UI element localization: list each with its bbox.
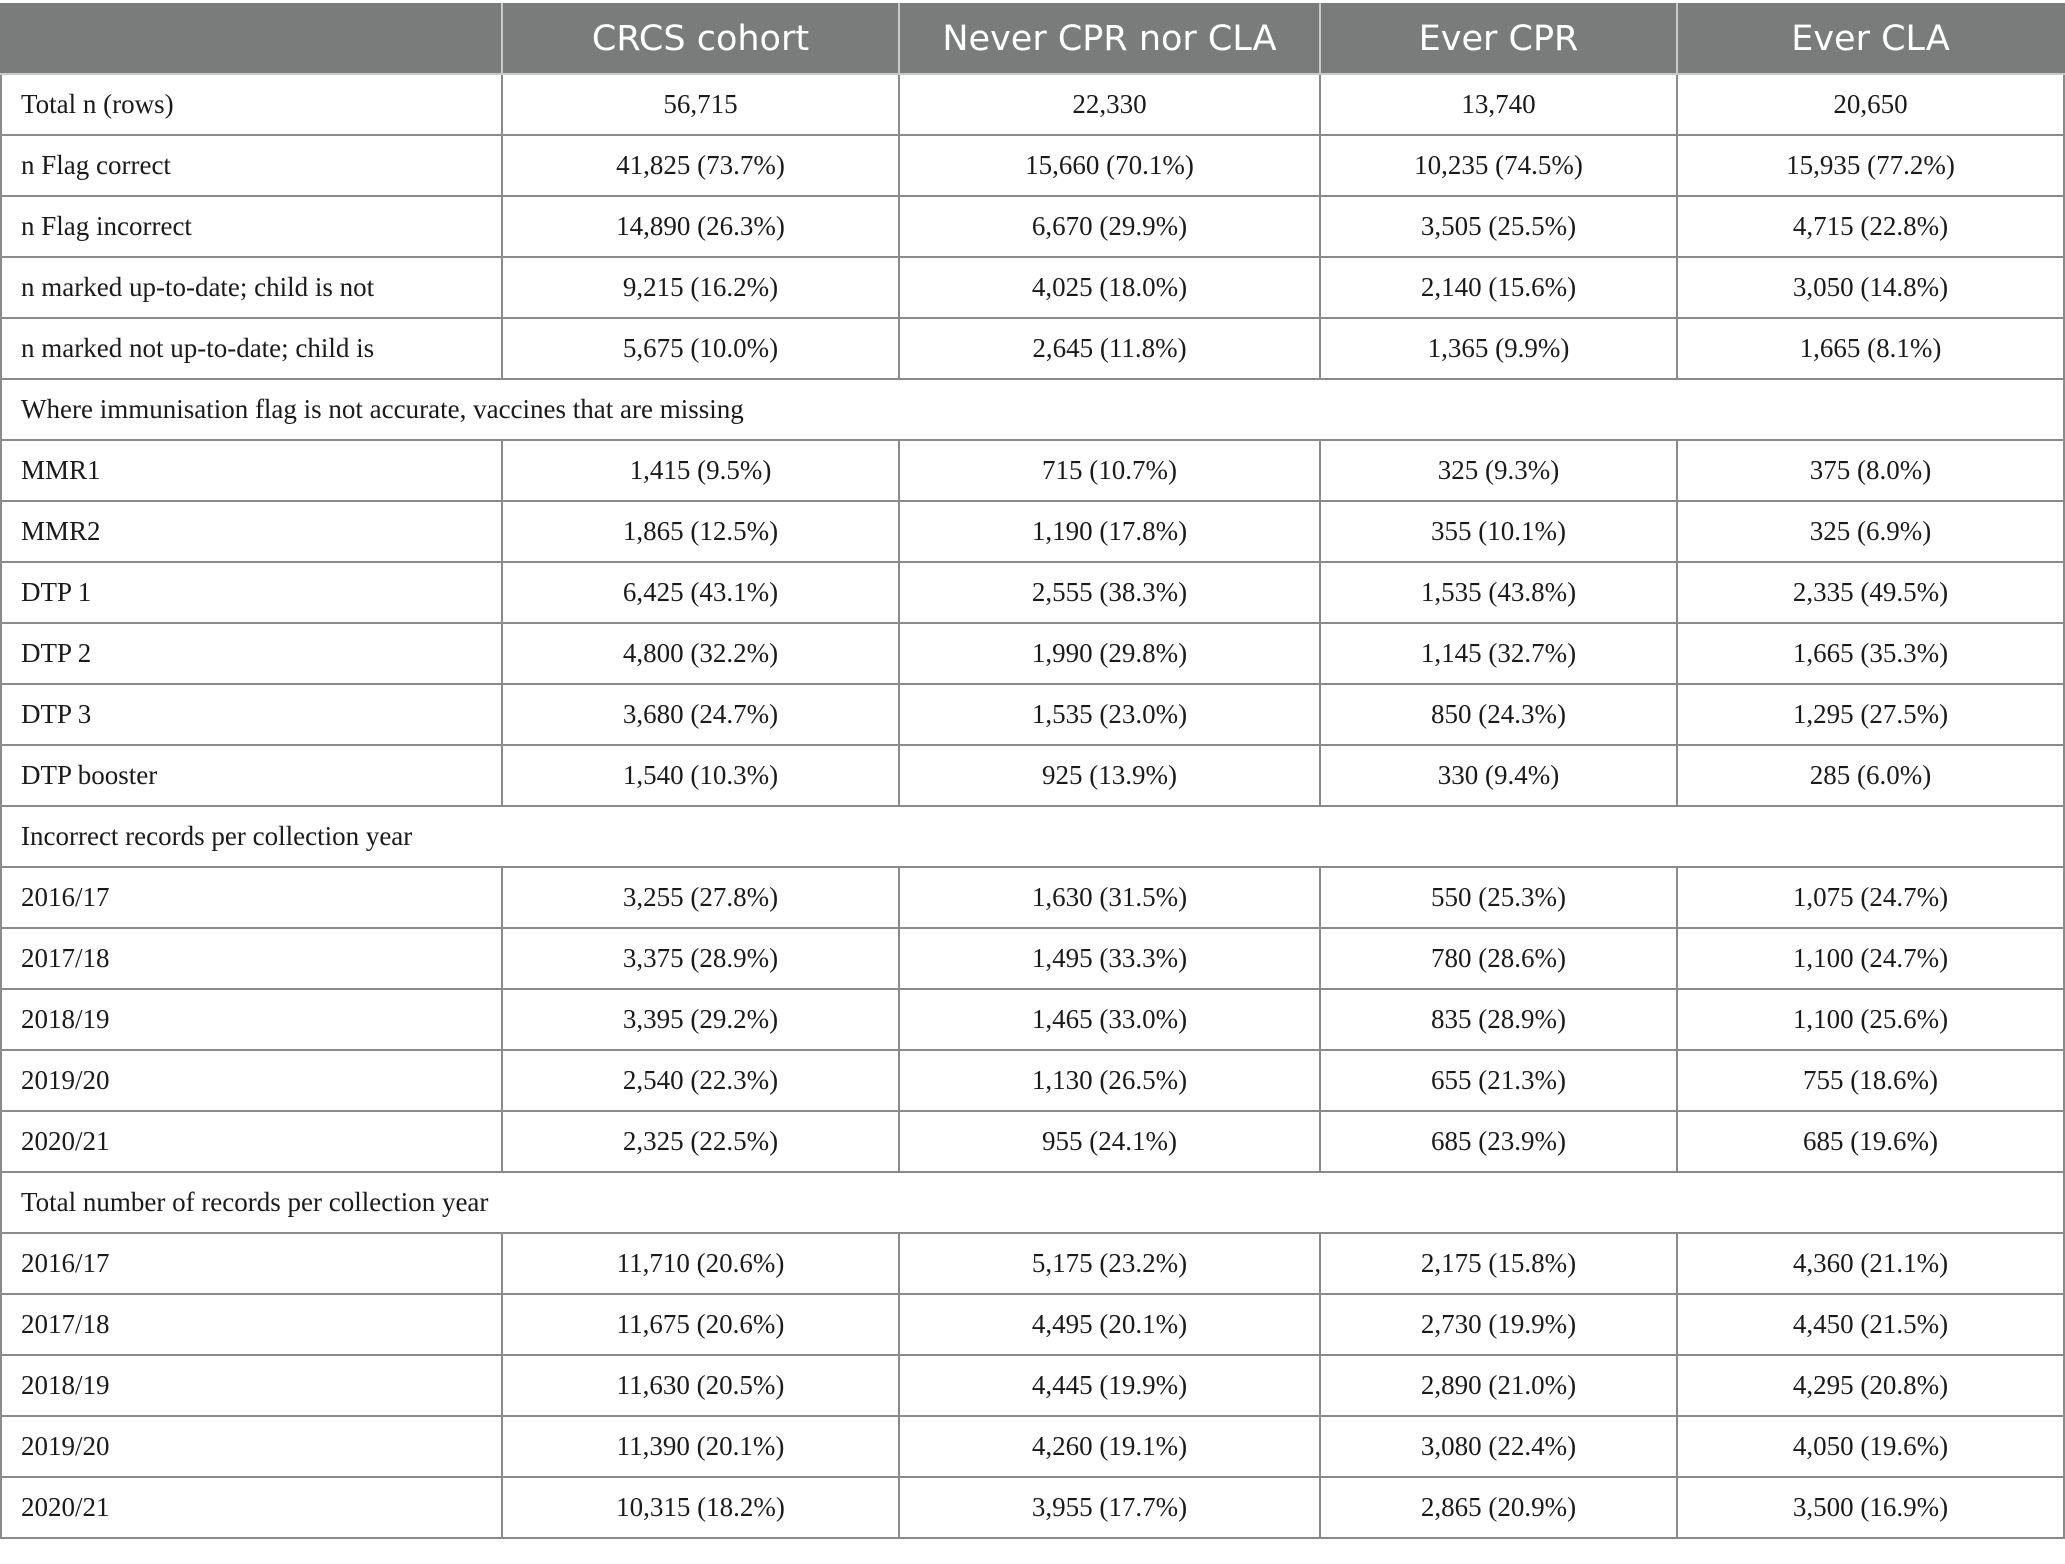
ever-cpr-cell: 850 (24.3%): [1320, 684, 1677, 745]
row-label-cell: 2017/18: [1, 1294, 502, 1355]
never-cpr-nor-cla-cell: 955 (24.1%): [899, 1111, 1320, 1172]
never-cpr-nor-cla-cell: 2,555 (38.3%): [899, 562, 1320, 623]
table-row: [1, 1416, 2064, 1477]
ever-cla-cell: 2,335 (49.5%): [1677, 562, 2064, 623]
never-cpr-nor-cla-cell: 15,660 (70.1%): [899, 135, 1320, 196]
table-row: [1, 135, 2064, 196]
ever-cla-cell: 15,935 (77.2%): [1677, 135, 2064, 196]
table-row: [1, 1111, 2064, 1172]
row-label-cell: 2017/18: [1, 928, 502, 989]
section-heading: Incorrect records per collection year: [1, 806, 2064, 867]
ever-cpr-cell: 330 (9.4%): [1320, 745, 1677, 806]
ever-cpr-cell: 550 (25.3%): [1320, 867, 1677, 928]
never-cpr-nor-cla-cell: 715 (10.7%): [899, 440, 1320, 501]
ever-cpr-cell: 685 (23.9%): [1320, 1111, 1677, 1172]
never-cpr-nor-cla-cell: 1,190 (17.8%): [899, 501, 1320, 562]
ever-cla-cell: 1,100 (25.6%): [1677, 989, 2064, 1050]
table-row: [1, 867, 2064, 928]
table-row: [1, 1477, 2064, 1538]
section-row: [1, 806, 2064, 867]
row-label-cell: MMR1: [1, 440, 502, 501]
never-cpr-nor-cla-cell: 1,465 (33.0%): [899, 989, 1320, 1050]
row-label-cell: 2020/21: [1, 1111, 502, 1172]
table-row: [1, 196, 2064, 257]
crcs-cohort-cell: 11,630 (20.5%): [502, 1355, 899, 1416]
row-label-cell: 2020/21: [1, 1477, 502, 1538]
table-body: [1, 74, 2064, 1538]
never-cpr-nor-cla-cell: 4,260 (19.1%): [899, 1416, 1320, 1477]
crcs-cohort-cell: 11,390 (20.1%): [502, 1416, 899, 1477]
table-row: [1, 745, 2064, 806]
section-heading: Total number of records per collection year: [1, 1172, 2064, 1233]
ever-cpr-cell: 13,740: [1320, 74, 1677, 135]
ever-cla-cell: 1,665 (8.1%): [1677, 318, 2064, 379]
ever-cpr-cell: 355 (10.1%): [1320, 501, 1677, 562]
row-label-cell: n Flag correct: [1, 135, 502, 196]
crcs-cohort-cell: 3,375 (28.9%): [502, 928, 899, 989]
crcs-cohort-cell: 1,865 (12.5%): [502, 501, 899, 562]
row-label-cell: 2019/20: [1, 1416, 502, 1477]
table-row: [1, 989, 2064, 1050]
crcs-cohort-cell: 56,715: [502, 74, 899, 135]
ever-cla-cell: 4,360 (21.1%): [1677, 1233, 2064, 1294]
section-row: [1, 1172, 2064, 1233]
ever-cla-cell: 4,295 (20.8%): [1677, 1355, 2064, 1416]
table-row: [1, 928, 2064, 989]
never-cpr-nor-cla-cell: 925 (13.9%): [899, 745, 1320, 806]
ever-cpr-cell: 655 (21.3%): [1320, 1050, 1677, 1111]
never-cpr-nor-cla-cell: 3,955 (17.7%): [899, 1477, 1320, 1538]
ever-cpr-cell: 780 (28.6%): [1320, 928, 1677, 989]
never-cpr-nor-cla-cell: 4,445 (19.9%): [899, 1355, 1320, 1416]
header-cell-row-label: [1, 4, 502, 74]
never-cpr-nor-cla-cell: 4,025 (18.0%): [899, 257, 1320, 318]
never-cpr-nor-cla-cell: 4,495 (20.1%): [899, 1294, 1320, 1355]
table-row: [1, 1233, 2064, 1294]
table-row: [1, 1050, 2064, 1111]
row-label-cell: DTP booster: [1, 745, 502, 806]
ever-cpr-cell: 2,175 (15.8%): [1320, 1233, 1677, 1294]
ever-cla-cell: 1,665 (35.3%): [1677, 623, 2064, 684]
crcs-cohort-cell: 41,825 (73.7%): [502, 135, 899, 196]
ever-cla-cell: 4,050 (19.6%): [1677, 1416, 2064, 1477]
ever-cpr-cell: 325 (9.3%): [1320, 440, 1677, 501]
ever-cpr-cell: 2,140 (15.6%): [1320, 257, 1677, 318]
never-cpr-nor-cla-cell: 6,670 (29.9%): [899, 196, 1320, 257]
data-table-container: [0, 3, 2065, 1539]
header-cell-ever-cla: Ever CLA: [1677, 4, 2064, 74]
crcs-cohort-cell: 3,395 (29.2%): [502, 989, 899, 1050]
table-header: [1, 4, 2064, 74]
crcs-cohort-cell: 4,800 (32.2%): [502, 623, 899, 684]
ever-cpr-cell: 835 (28.9%): [1320, 989, 1677, 1050]
ever-cla-cell: 20,650: [1677, 74, 2064, 135]
table-row: [1, 440, 2064, 501]
row-label-cell: 2018/19: [1, 989, 502, 1050]
crcs-cohort-cell: 11,710 (20.6%): [502, 1233, 899, 1294]
section-heading: Where immunisation flag is not accurate, vaccines that are missing: [1, 379, 2064, 440]
ever-cla-cell: 4,450 (21.5%): [1677, 1294, 2064, 1355]
never-cpr-nor-cla-cell: 1,535 (23.0%): [899, 684, 1320, 745]
crcs-cohort-cell: 11,675 (20.6%): [502, 1294, 899, 1355]
ever-cla-cell: 1,100 (24.7%): [1677, 928, 2064, 989]
row-label-cell: 2016/17: [1, 867, 502, 928]
table-row: [1, 318, 2064, 379]
row-label-cell: n marked up-to-date; child is not: [1, 257, 502, 318]
row-label-cell: DTP 1: [1, 562, 502, 623]
ever-cpr-cell: 2,890 (21.0%): [1320, 1355, 1677, 1416]
never-cpr-nor-cla-cell: 5,175 (23.2%): [899, 1233, 1320, 1294]
table-row: [1, 684, 2064, 745]
never-cpr-nor-cla-cell: 2,645 (11.8%): [899, 318, 1320, 379]
ever-cpr-cell: 1,535 (43.8%): [1320, 562, 1677, 623]
row-label-cell: n Flag incorrect: [1, 196, 502, 257]
row-label-cell: 2019/20: [1, 1050, 502, 1111]
crcs-cohort-cell: 1,415 (9.5%): [502, 440, 899, 501]
section-row: [1, 379, 2064, 440]
never-cpr-nor-cla-cell: 1,495 (33.3%): [899, 928, 1320, 989]
crcs-cohort-cell: 1,540 (10.3%): [502, 745, 899, 806]
ever-cla-cell: 4,715 (22.8%): [1677, 196, 2064, 257]
ever-cpr-cell: 3,080 (22.4%): [1320, 1416, 1677, 1477]
crcs-cohort-cell: 2,325 (22.5%): [502, 1111, 899, 1172]
header-cell-never-cpr-nor-cla: Never CPR nor CLA: [899, 4, 1320, 74]
crcs-cohort-cell: 10,315 (18.2%): [502, 1477, 899, 1538]
immunisation-flag-table: [0, 3, 2065, 1539]
row-label-cell: DTP 3: [1, 684, 502, 745]
ever-cpr-cell: 10,235 (74.5%): [1320, 135, 1677, 196]
ever-cpr-cell: 3,505 (25.5%): [1320, 196, 1677, 257]
never-cpr-nor-cla-cell: 1,130 (26.5%): [899, 1050, 1320, 1111]
row-label-cell: n marked not up-to-date; child is: [1, 318, 502, 379]
table-row: [1, 501, 2064, 562]
never-cpr-nor-cla-cell: 1,630 (31.5%): [899, 867, 1320, 928]
ever-cla-cell: 3,500 (16.9%): [1677, 1477, 2064, 1538]
crcs-cohort-cell: 14,890 (26.3%): [502, 196, 899, 257]
crcs-cohort-cell: 9,215 (16.2%): [502, 257, 899, 318]
crcs-cohort-cell: 3,680 (24.7%): [502, 684, 899, 745]
row-label-cell: 2018/19: [1, 1355, 502, 1416]
ever-cla-cell: 685 (19.6%): [1677, 1111, 2064, 1172]
ever-cpr-cell: 1,365 (9.9%): [1320, 318, 1677, 379]
row-label-cell: 2016/17: [1, 1233, 502, 1294]
ever-cla-cell: 1,295 (27.5%): [1677, 684, 2064, 745]
table-row: [1, 1294, 2064, 1355]
table-row: [1, 562, 2064, 623]
ever-cla-cell: 755 (18.6%): [1677, 1050, 2064, 1111]
row-label-cell: MMR2: [1, 501, 502, 562]
ever-cla-cell: 375 (8.0%): [1677, 440, 2064, 501]
table-row: [1, 623, 2064, 684]
crcs-cohort-cell: 5,675 (10.0%): [502, 318, 899, 379]
ever-cla-cell: 325 (6.9%): [1677, 501, 2064, 562]
row-label-cell: DTP 2: [1, 623, 502, 684]
table-row: [1, 257, 2064, 318]
never-cpr-nor-cla-cell: 1,990 (29.8%): [899, 623, 1320, 684]
row-label-cell: Total n (rows): [1, 74, 502, 135]
ever-cpr-cell: 2,730 (19.9%): [1320, 1294, 1677, 1355]
crcs-cohort-cell: 3,255 (27.8%): [502, 867, 899, 928]
table-row: [1, 1355, 2064, 1416]
ever-cla-cell: 3,050 (14.8%): [1677, 257, 2064, 318]
table-row: [1, 74, 2064, 135]
ever-cpr-cell: 2,865 (20.9%): [1320, 1477, 1677, 1538]
ever-cla-cell: 285 (6.0%): [1677, 745, 2064, 806]
ever-cpr-cell: 1,145 (32.7%): [1320, 623, 1677, 684]
never-cpr-nor-cla-cell: 22,330: [899, 74, 1320, 135]
header-row: [1, 4, 2064, 74]
header-cell-crcs-cohort: CRCS cohort: [502, 4, 899, 74]
crcs-cohort-cell: 6,425 (43.1%): [502, 562, 899, 623]
ever-cla-cell: 1,075 (24.7%): [1677, 867, 2064, 928]
header-cell-ever-cpr: Ever CPR: [1320, 4, 1677, 74]
crcs-cohort-cell: 2,540 (22.3%): [502, 1050, 899, 1111]
